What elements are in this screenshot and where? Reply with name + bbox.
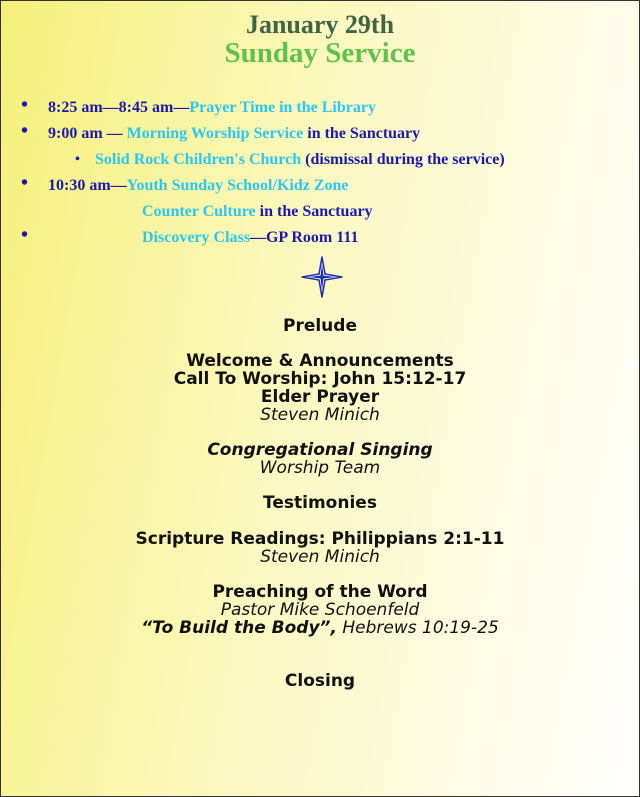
order-elder-prayer: Elder Prayer (260, 387, 380, 407)
four-point-star-icon (301, 256, 343, 298)
service-date: January 29th (245, 10, 395, 39)
order-sermon (1, 619, 639, 637)
service-title: Sunday Service (224, 37, 416, 69)
schedule-place: in the Sanctuary (255, 203, 373, 220)
sermon-title: “To Build the Body”, (141, 618, 337, 638)
order-closing: Closing (284, 671, 356, 691)
schedule-event: Youth Sunday School/Kidz Zone (126, 177, 349, 194)
order-singing: Congregational Singing (207, 440, 433, 460)
order-prelude: Prelude (282, 316, 357, 336)
order-preacher: Pastor Mike Schoenfeld (220, 600, 420, 620)
order-scripture-reader: Steven Minich (260, 547, 380, 567)
order-singing-leader: Worship Team (259, 458, 381, 478)
sermon-text: Hebrews 10:19-25 (336, 618, 499, 638)
order-scripture: Scripture Readings: Philippians 2:1-11 (135, 529, 505, 549)
bullet-icon: • (21, 120, 29, 142)
schedule-place: in the Sanctuary (303, 125, 421, 142)
bullet-icon: • (21, 224, 29, 246)
schedule-place: —GP Room 111 (249, 229, 359, 246)
schedule-event: Counter Culture (142, 203, 256, 220)
schedule-event: Morning Worship Service (126, 125, 304, 142)
bullet-icon: • (75, 152, 80, 167)
order-testimonies: Testimonies (263, 493, 377, 513)
schedule-event: Solid Rock Children's Church (95, 151, 302, 168)
order-welcome: Welcome & Announcements (186, 351, 454, 371)
bullet-icon: • (21, 94, 29, 116)
order-preaching: Preaching of the Word (212, 582, 428, 602)
bullet-icon: • (21, 172, 29, 194)
schedule-event: Discovery Class (142, 229, 250, 246)
schedule-time: 10:30 am— (48, 177, 127, 194)
order-elder-prayer-leader: Steven Minich (260, 405, 380, 425)
schedule-time: 8:25 am—8:45 am— (48, 99, 190, 116)
order-call-to-worship: Call To Worship: John 15:12-17 (173, 369, 467, 389)
schedule-time: 9:00 am — (48, 125, 127, 142)
schedule-note: (dismissal during the service) (301, 151, 505, 168)
schedule-event: Prayer Time in the Library (189, 99, 376, 116)
